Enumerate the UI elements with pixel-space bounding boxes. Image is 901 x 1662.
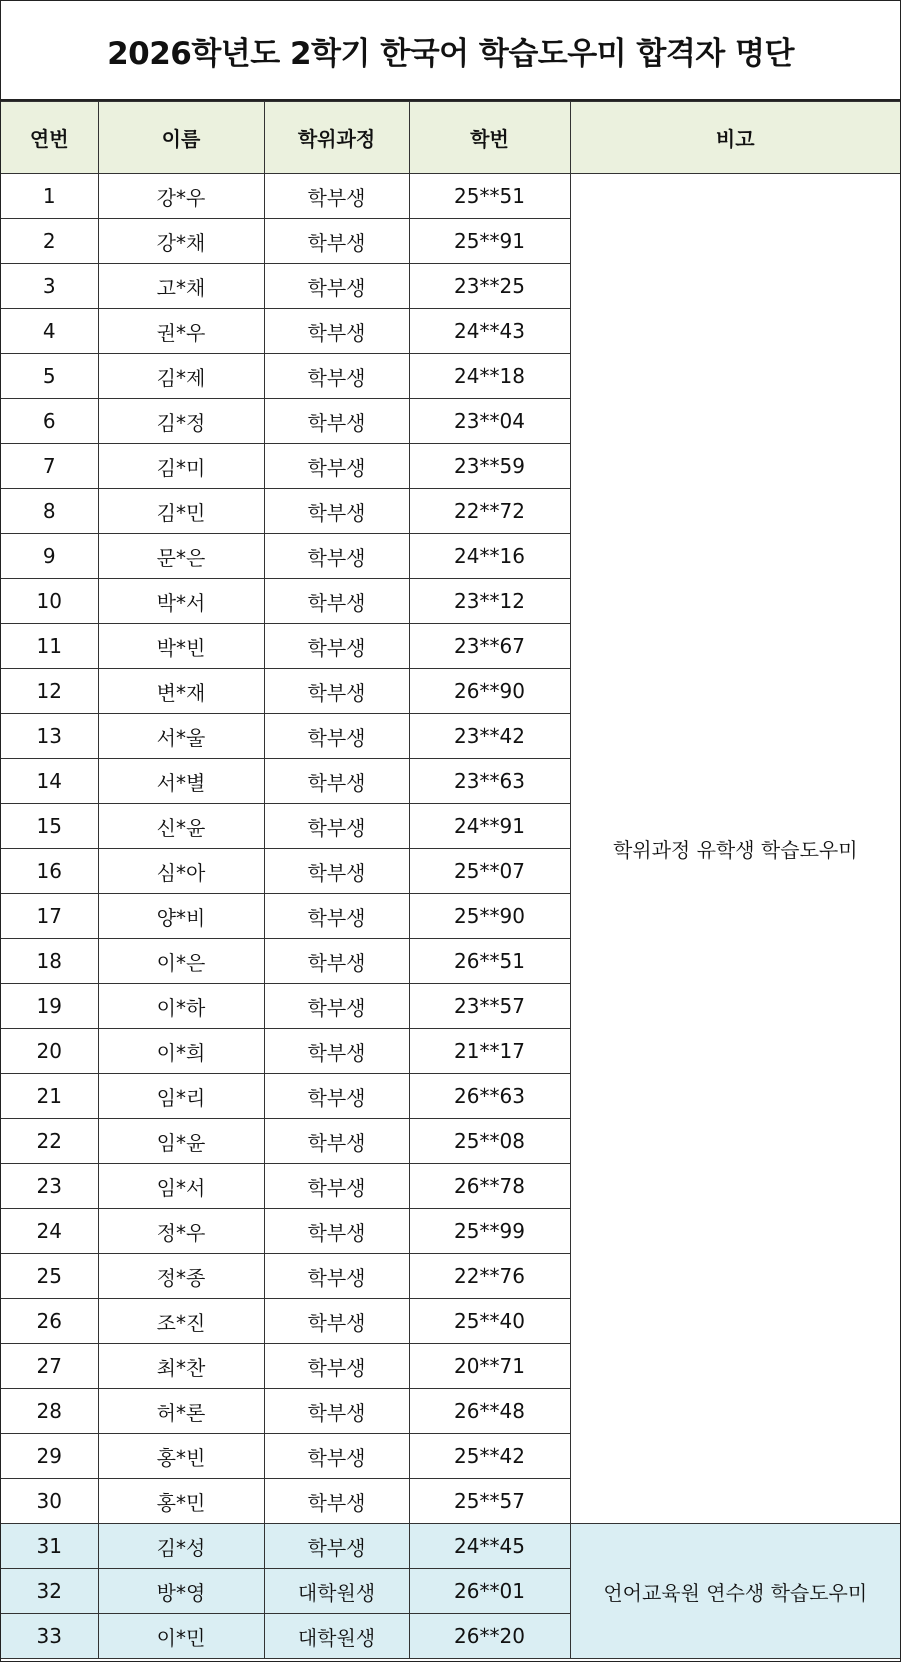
row-name: 권*우: [98, 309, 264, 354]
row-name: 문*은: [98, 534, 264, 579]
row-number: 25: [1, 1254, 98, 1299]
row-course: 학부생: [264, 804, 409, 849]
row-student-id: 25**91: [409, 219, 570, 264]
row-number: 4: [1, 309, 98, 354]
row-name: 고*채: [98, 264, 264, 309]
header-name: 이름: [98, 102, 264, 174]
row-course: 학부생: [264, 849, 409, 894]
header-remarks: 비고: [570, 102, 900, 174]
row-student-id: 24**91: [409, 804, 570, 849]
row-student-id: 25**07: [409, 849, 570, 894]
row-name: 변*재: [98, 669, 264, 714]
row-course: 학부생: [264, 939, 409, 984]
row-number: 27: [1, 1344, 98, 1389]
row-course: 학부생: [264, 624, 409, 669]
row-number: 2: [1, 219, 98, 264]
row-name: 김*미: [98, 444, 264, 489]
row-name: 박*서: [98, 579, 264, 624]
row-student-id: 23**25: [409, 264, 570, 309]
row-student-id: 24**18: [409, 354, 570, 399]
row-student-id: 26**48: [409, 1389, 570, 1434]
row-course: 학부생: [264, 534, 409, 579]
row-name: 서*별: [98, 759, 264, 804]
row-number: 23: [1, 1164, 98, 1209]
row-student-id: 26**51: [409, 939, 570, 984]
row-name: 박*빈: [98, 624, 264, 669]
row-course: 학부생: [264, 894, 409, 939]
row-name: 이*은: [98, 939, 264, 984]
row-student-id: 23**63: [409, 759, 570, 804]
row-course: 학부생: [264, 354, 409, 399]
row-name: 정*종: [98, 1254, 264, 1299]
row-course: 학부생: [264, 264, 409, 309]
row-course: 학부생: [264, 399, 409, 444]
row-student-id: 26**01: [409, 1569, 570, 1614]
table-body: [1, 174, 900, 1659]
row-number: 14: [1, 759, 98, 804]
row-name: 양*비: [98, 894, 264, 939]
row-course: 학부생: [264, 1254, 409, 1299]
row-course: 학부생: [264, 1524, 409, 1569]
row-number: 30: [1, 1479, 98, 1524]
row-number: 15: [1, 804, 98, 849]
row-student-id: 25**42: [409, 1434, 570, 1479]
row-name: 정*우: [98, 1209, 264, 1254]
row-student-id: 25**40: [409, 1299, 570, 1344]
row-name: 심*아: [98, 849, 264, 894]
results-table: [1, 101, 900, 1659]
table-row: [1, 1524, 900, 1569]
row-course: 학부생: [264, 1389, 409, 1434]
row-number: 13: [1, 714, 98, 759]
row-number: 33: [1, 1614, 98, 1659]
row-student-id: 25**51: [409, 174, 570, 219]
row-course: 학부생: [264, 669, 409, 714]
row-name: 이*민: [98, 1614, 264, 1659]
row-student-id: 23**42: [409, 714, 570, 759]
row-number: 6: [1, 399, 98, 444]
row-course: 학부생: [264, 1479, 409, 1524]
row-course: 학부생: [264, 579, 409, 624]
row-name: 김*정: [98, 399, 264, 444]
row-number: 5: [1, 354, 98, 399]
row-number: 1: [1, 174, 98, 219]
page-title: 2026학년도 2학기 한국어 학습도우미 합격자 명단: [1, 1, 900, 101]
row-number: 8: [1, 489, 98, 534]
row-course: 학부생: [264, 219, 409, 264]
row-name: 강*채: [98, 219, 264, 264]
row-student-id: 26**63: [409, 1074, 570, 1119]
row-course: 학부생: [264, 174, 409, 219]
row-number: 9: [1, 534, 98, 579]
row-course: 학부생: [264, 1344, 409, 1389]
row-course: 학부생: [264, 489, 409, 534]
row-number: 31: [1, 1524, 98, 1569]
row-student-id: 24**16: [409, 534, 570, 579]
row-student-id: 23**57: [409, 984, 570, 1029]
row-name: 임*윤: [98, 1119, 264, 1164]
row-number: 10: [1, 579, 98, 624]
row-course: 대학원생: [264, 1614, 409, 1659]
row-student-id: 22**76: [409, 1254, 570, 1299]
row-course: 학부생: [264, 1299, 409, 1344]
row-course: 학부생: [264, 759, 409, 804]
row-student-id: 20**71: [409, 1344, 570, 1389]
row-course: 학부생: [264, 1119, 409, 1164]
row-number: 19: [1, 984, 98, 1029]
row-number: 22: [1, 1119, 98, 1164]
row-student-id: 23**04: [409, 399, 570, 444]
row-course: 학부생: [264, 1164, 409, 1209]
row-number: 16: [1, 849, 98, 894]
row-number: 12: [1, 669, 98, 714]
remarks-group-language: 언어교육원 연수생 학습도우미: [570, 1524, 900, 1659]
row-number: 29: [1, 1434, 98, 1479]
row-number: 3: [1, 264, 98, 309]
header-course: 학위과정: [264, 102, 409, 174]
table-row: [1, 174, 900, 219]
row-course: 학부생: [264, 1434, 409, 1479]
row-name: 서*울: [98, 714, 264, 759]
row-name: 이*희: [98, 1029, 264, 1074]
row-name: 이*하: [98, 984, 264, 1029]
row-name: 홍*빈: [98, 1434, 264, 1479]
row-student-id: 25**90: [409, 894, 570, 939]
row-name: 방*영: [98, 1569, 264, 1614]
row-name: 허*론: [98, 1389, 264, 1434]
row-number: 26: [1, 1299, 98, 1344]
row-student-id: 21**17: [409, 1029, 570, 1074]
row-course: 학부생: [264, 984, 409, 1029]
row-student-id: 26**90: [409, 669, 570, 714]
row-name: 김*제: [98, 354, 264, 399]
row-student-id: 26**20: [409, 1614, 570, 1659]
row-name: 홍*민: [98, 1479, 264, 1524]
row-name: 김*민: [98, 489, 264, 534]
remarks-group-degree: 학위과정 유학생 학습도우미: [570, 174, 900, 1524]
row-student-id: 26**78: [409, 1164, 570, 1209]
row-number: 24: [1, 1209, 98, 1254]
header-student-id: 학번: [409, 102, 570, 174]
row-course: 학부생: [264, 1074, 409, 1119]
row-name: 강*우: [98, 174, 264, 219]
row-student-id: 25**99: [409, 1209, 570, 1254]
row-course: 대학원생: [264, 1569, 409, 1614]
row-student-id: 23**12: [409, 579, 570, 624]
row-number: 28: [1, 1389, 98, 1434]
row-student-id: 24**43: [409, 309, 570, 354]
row-number: 17: [1, 894, 98, 939]
row-student-id: 22**72: [409, 489, 570, 534]
row-student-id: 25**57: [409, 1479, 570, 1524]
row-number: 18: [1, 939, 98, 984]
row-name: 조*진: [98, 1299, 264, 1344]
row-number: 21: [1, 1074, 98, 1119]
row-student-id: 24**45: [409, 1524, 570, 1569]
table-header-row: [1, 102, 900, 174]
row-number: 11: [1, 624, 98, 669]
row-name: 신*윤: [98, 804, 264, 849]
row-course: 학부생: [264, 1209, 409, 1254]
row-number: 32: [1, 1569, 98, 1614]
row-number: 7: [1, 444, 98, 489]
row-name: 임*리: [98, 1074, 264, 1119]
row-name: 김*성: [98, 1524, 264, 1569]
row-course: 학부생: [264, 1029, 409, 1074]
row-student-id: 23**67: [409, 624, 570, 669]
row-course: 학부생: [264, 714, 409, 759]
row-course: 학부생: [264, 309, 409, 354]
header-number: 연번: [1, 102, 98, 174]
row-number: 20: [1, 1029, 98, 1074]
row-name: 임*서: [98, 1164, 264, 1209]
row-name: 최*찬: [98, 1344, 264, 1389]
row-student-id: 25**08: [409, 1119, 570, 1164]
row-student-id: 23**59: [409, 444, 570, 489]
row-course: 학부생: [264, 444, 409, 489]
